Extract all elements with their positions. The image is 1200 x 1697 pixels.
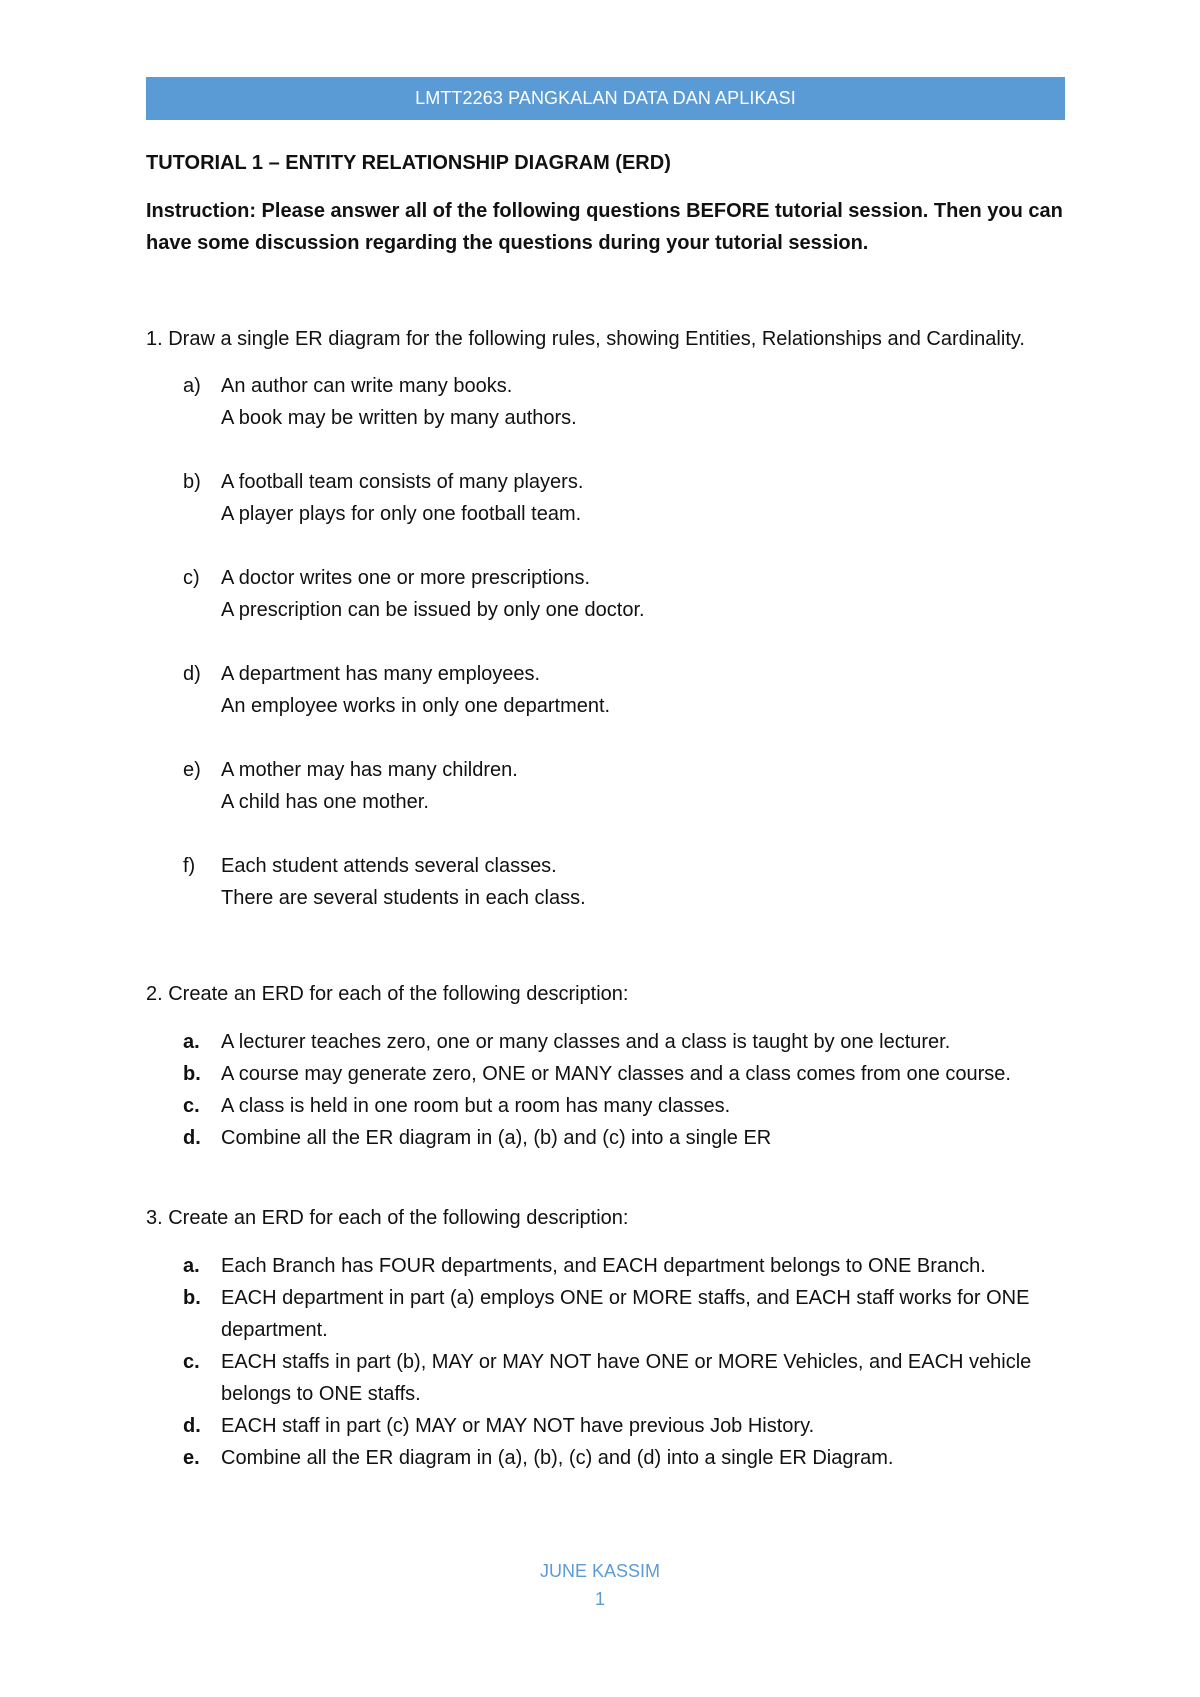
- rule-line-1: A department has many employees.: [221, 663, 541, 685]
- question-2: 2. Create an ERD for each of the following description:: [146, 983, 629, 1005]
- item-marker: d.: [183, 1415, 201, 1437]
- rule-line-2: A player plays for only one football team.: [221, 503, 582, 525]
- item-text: [221, 466, 1065, 530]
- list-item: [146, 754, 1065, 818]
- item-marker: a.: [183, 1255, 200, 1277]
- item-marker: b.: [183, 1063, 201, 1085]
- item-marker: a): [183, 375, 201, 397]
- question-1: 1. Draw a single ER diagram for the following rules, showing Entities, Relationships and Cardinality.: [146, 328, 1025, 350]
- list-item: [146, 1346, 1065, 1410]
- list-item: [146, 1058, 1065, 1090]
- question-1-list: [146, 370, 1065, 914]
- footer-author: JUNE KASSIM: [539, 1561, 661, 1581]
- list-item: [146, 562, 1065, 626]
- item-marker: c.: [183, 1351, 200, 1373]
- rule-line-1: A football team consists of many players.: [221, 471, 584, 493]
- list-item: [146, 370, 1065, 434]
- item-marker: b.: [183, 1287, 201, 1309]
- item-marker: d.: [183, 1127, 201, 1149]
- item-text: EACH staff in part (c) MAY or MAY NOT have previous Job History.: [221, 1415, 815, 1437]
- item-text: A course may generate zero, ONE or MANY classes and a class comes from one course.: [221, 1063, 1011, 1085]
- tutorial-content: [146, 147, 1065, 1474]
- list-item: [146, 1410, 1065, 1442]
- rule-line-1: Each student attends several classes.: [221, 855, 557, 877]
- rule-line-2: There are several students in each class.: [221, 887, 586, 909]
- list-item: [146, 1442, 1065, 1474]
- rule-line-1: A doctor writes one or more prescriptions.: [221, 567, 591, 589]
- item-text: Each Branch has FOUR departments, and EACH department belongs to ONE Branch.: [221, 1255, 986, 1277]
- instruction-text: Instruction: Please answer all of the following questions BEFORE tutorial session. Then you can have some discussion regarding the questions during your tutorial session.: [146, 200, 1063, 254]
- course-header: LMTT2263 PANGKALAN DATA DAN APLIKASI: [146, 77, 1065, 120]
- item-text: Combine all the ER diagram in (a), (b), (c) and (d) into a single ER Diagram.: [221, 1447, 894, 1469]
- list-item: [146, 850, 1065, 914]
- list-item: [146, 1026, 1065, 1058]
- item-marker: a.: [183, 1031, 200, 1053]
- item-text: [221, 562, 1065, 626]
- list-item: [146, 1250, 1065, 1282]
- item-text: Combine all the ER diagram in (a), (b) and (c) into a single ER: [221, 1127, 772, 1149]
- item-text: EACH staffs in part (b), MAY or MAY NOT have ONE or MORE Vehicles, and EACH vehicle belongs to ONE staffs.: [221, 1351, 1032, 1405]
- page-number: 1: [594, 1589, 605, 1609]
- rule-line-2: A prescription can be issued by only one doctor.: [221, 599, 645, 621]
- question-2-list: [146, 1026, 1065, 1154]
- rule-line-2: A child has one mother.: [221, 791, 429, 813]
- rule-line-1: An author can write many books.: [221, 375, 513, 397]
- item-text: [221, 850, 1065, 914]
- item-marker: b): [183, 471, 201, 493]
- item-text: A lecturer teaches zero, one or many classes and a class is taught by one lecturer.: [221, 1031, 951, 1053]
- item-marker: d): [183, 663, 201, 685]
- item-text: A class is held in one room but a room has many classes.: [221, 1095, 731, 1117]
- rule-line-2: An employee works in only one department.: [221, 695, 611, 717]
- item-text: [221, 370, 1065, 434]
- item-marker: e.: [183, 1447, 200, 1469]
- rule-line-1: A mother may has many children.: [221, 759, 518, 781]
- list-item: [146, 1282, 1065, 1346]
- list-item: [146, 1090, 1065, 1122]
- item-marker: c): [183, 567, 200, 589]
- item-text: [221, 754, 1065, 818]
- item-text: [221, 658, 1065, 722]
- item-marker: c.: [183, 1095, 200, 1117]
- tutorial-title: TUTORIAL 1 – ENTITY RELATIONSHIP DIAGRAM (ERD): [146, 152, 671, 174]
- item-marker: f): [183, 855, 196, 877]
- list-item: [146, 466, 1065, 530]
- question-3: 3. Create an ERD for each of the following description:: [146, 1207, 629, 1229]
- item-text: EACH department in part (a) employs ONE or MORE staffs, and EACH staff works for ONE department.: [221, 1287, 1030, 1341]
- list-item: [146, 1122, 1065, 1154]
- item-marker: e): [183, 759, 201, 781]
- question-3-list: [146, 1250, 1065, 1474]
- list-item: [146, 658, 1065, 722]
- rule-line-2: A book may be written by many authors.: [221, 407, 577, 429]
